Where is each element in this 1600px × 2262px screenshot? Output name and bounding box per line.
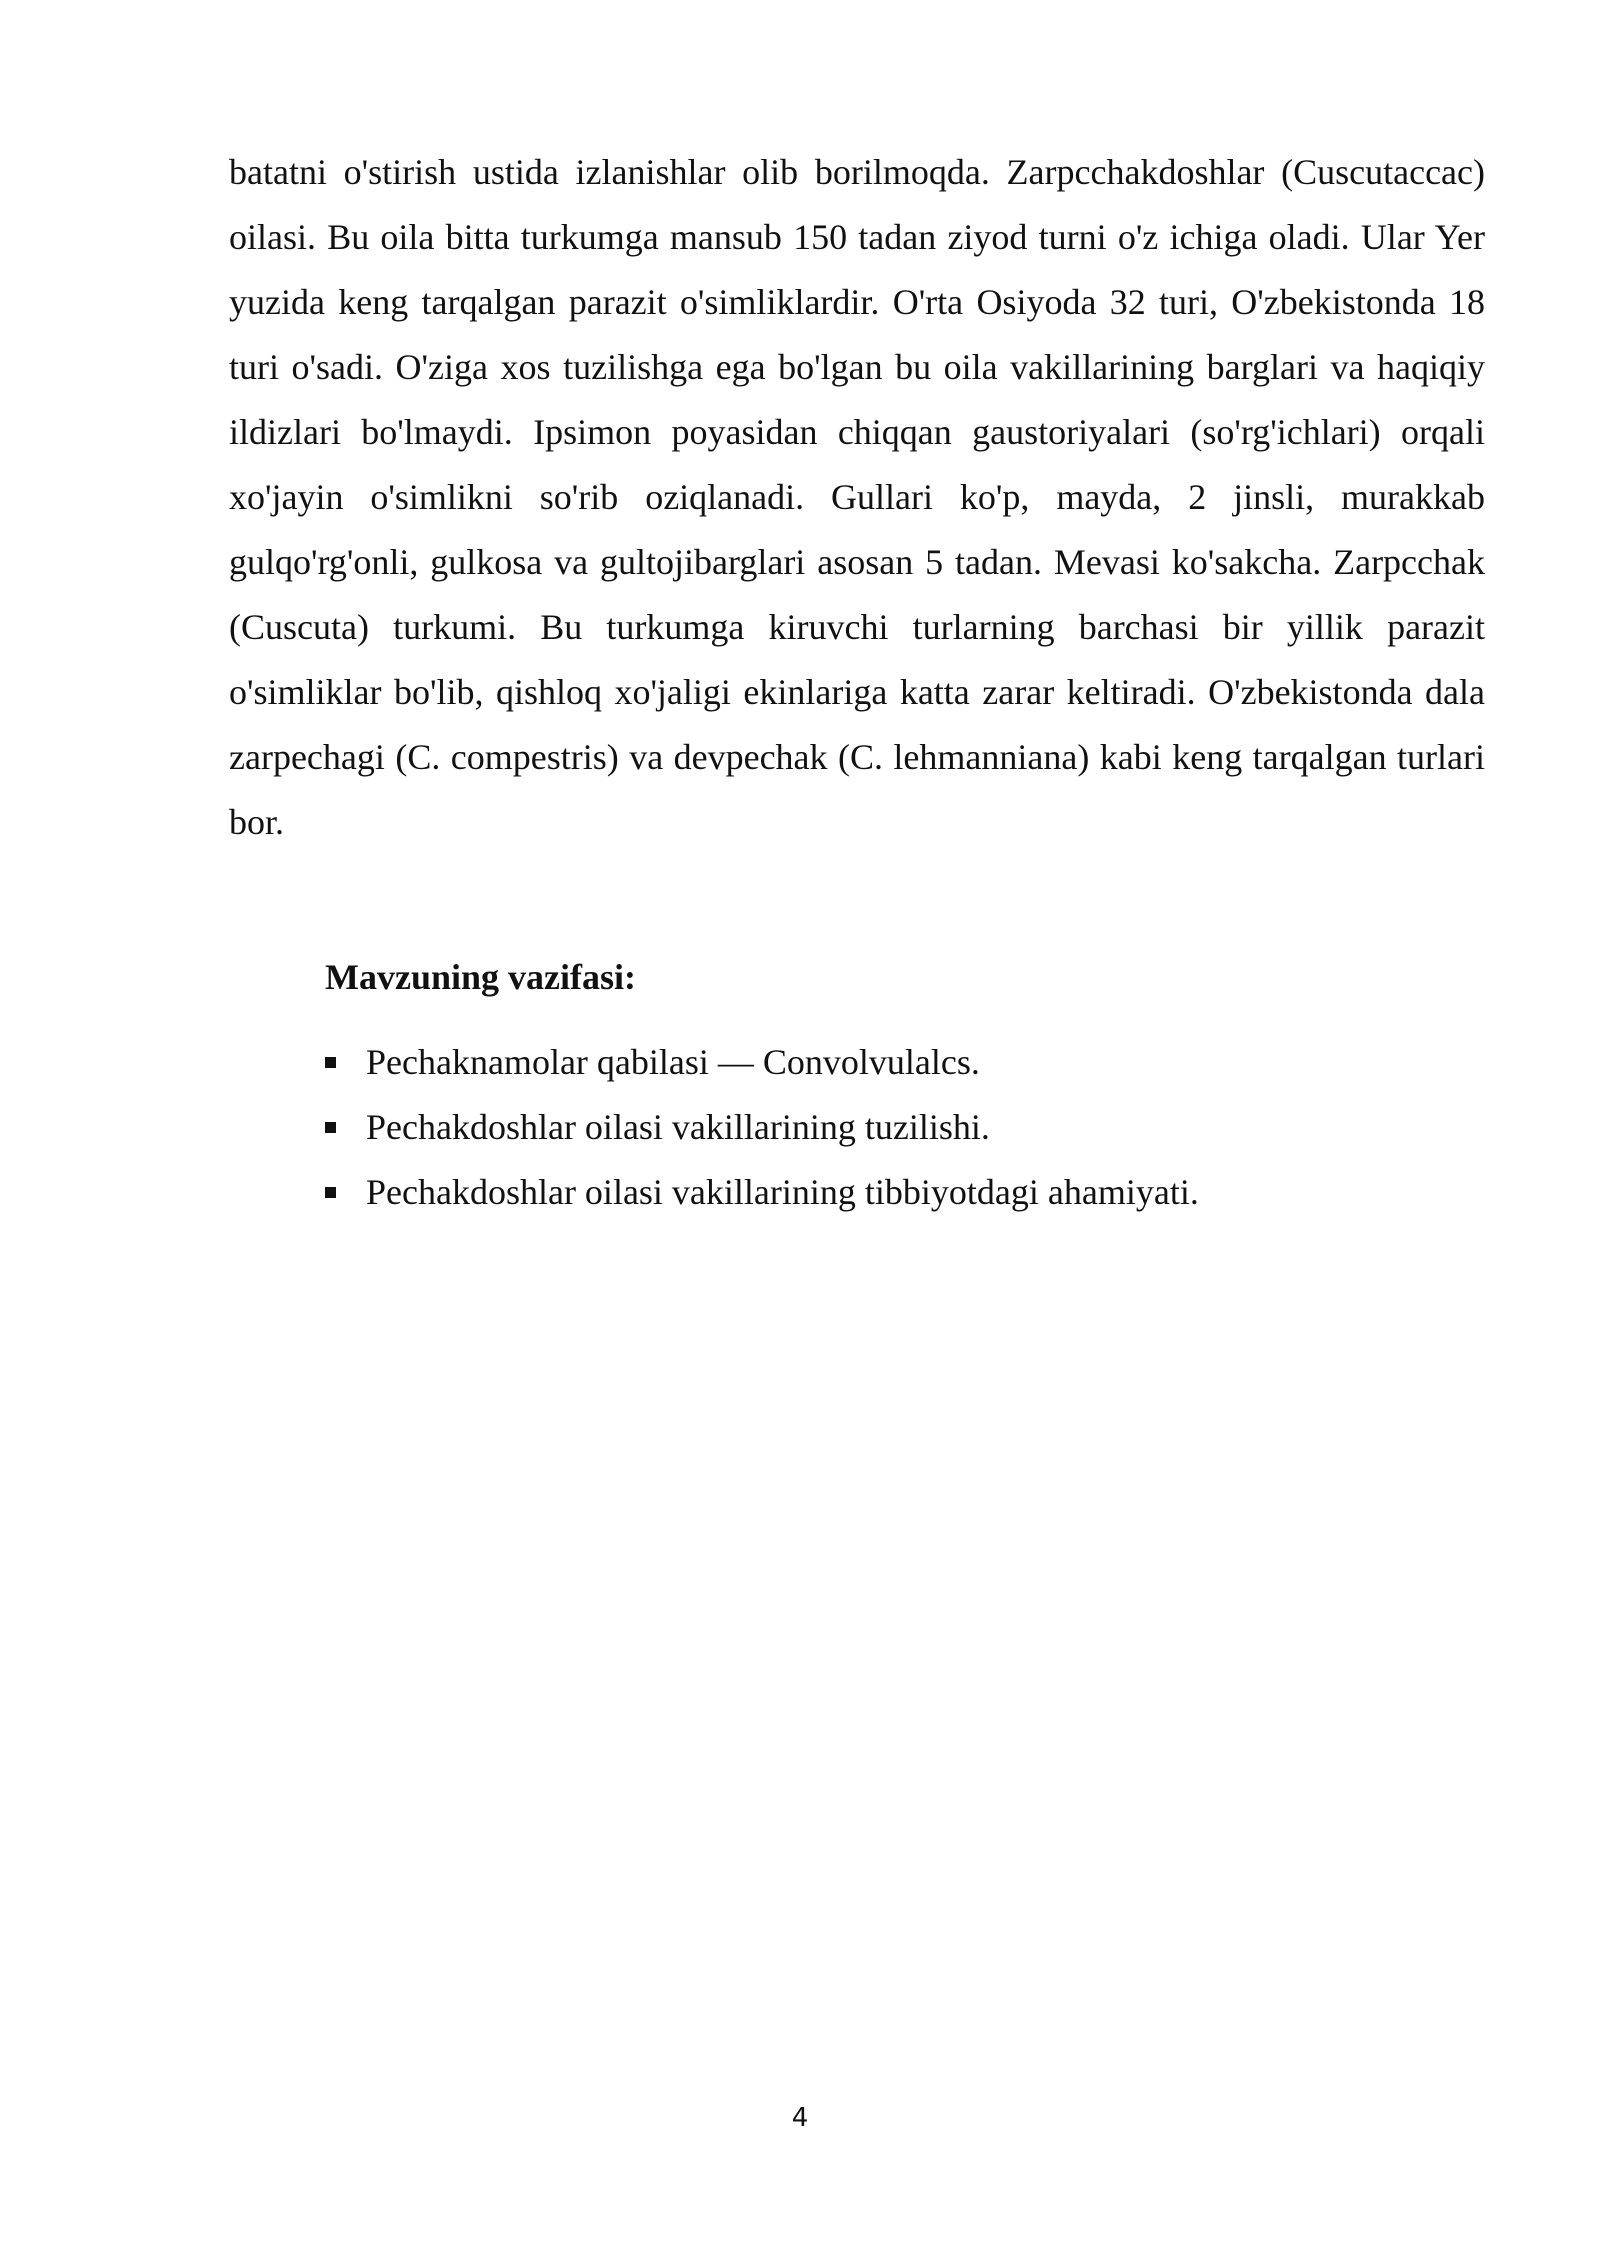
- list-item: [325, 1160, 1199, 1225]
- square-bullet-icon: [325, 1122, 336, 1133]
- page-number: 4: [791, 2103, 809, 2133]
- list-item-text: Pechaknamolar qabilasi — Convolvulalcs.: [366, 1042, 980, 1082]
- list-item: [325, 1030, 1199, 1095]
- task-list: [325, 1030, 1199, 1225]
- square-bullet-icon: [325, 1187, 336, 1198]
- square-bullet-icon: [325, 1057, 336, 1068]
- list-item-text: Pechakdoshlar oilasi vakillarining tibbiyotdagi ahamiyati.: [366, 1172, 1199, 1212]
- body-paragraph: batatni o'stirish ustida izlanishlar olib borilmoqda. Zarpcchakdoshlar (Cuscutaccac) oilasi. Bu oila bitta turkumga mansub 150 tadan ziyod turni o'z ichiga oladi. Ular Yer yuzida keng tarqalgan parazit o'simliklardir. O'rta Osiyoda 32 turi, O'zbekistonda 18 turi o'sadi. O'ziga xos tuzilishga ega bo'lgan bu oila vakillarining barglari va haqiqiy ildizlari bo'lmaydi. Ipsimon poyasidan chiqqan gaustoriyalari (so'rg'ichlari) orqali xo'jayin o'simlikni so'rib oziqlanadi. Gullari ko'p, mayda, 2 jinsli, murakkab gulqo'rg'onli, gulkosa va gultojibarglari asosan 5 tadan. Mevasi ko'sakcha. Zarpcchak (Cuscuta) turkumi. Bu turkumga kiruvchi turlarning barchasi bir yillik parazit o'simliklar bo'lib, qishloq xo'jaligi ekinlariga katta zarar keltiradi. O'zbekistonda dala zarpechagi (C. compestris) va devpechak (C. lehmanniana) kabi keng tarqalgan turlari bor.: [229, 152, 1485, 842]
- list-item: [325, 1095, 1199, 1160]
- list-item-text: Pechakdoshlar oilasi vakillarining tuzilishi.: [366, 1107, 990, 1147]
- section-heading: Mavzuning vazifasi:: [325, 957, 636, 997]
